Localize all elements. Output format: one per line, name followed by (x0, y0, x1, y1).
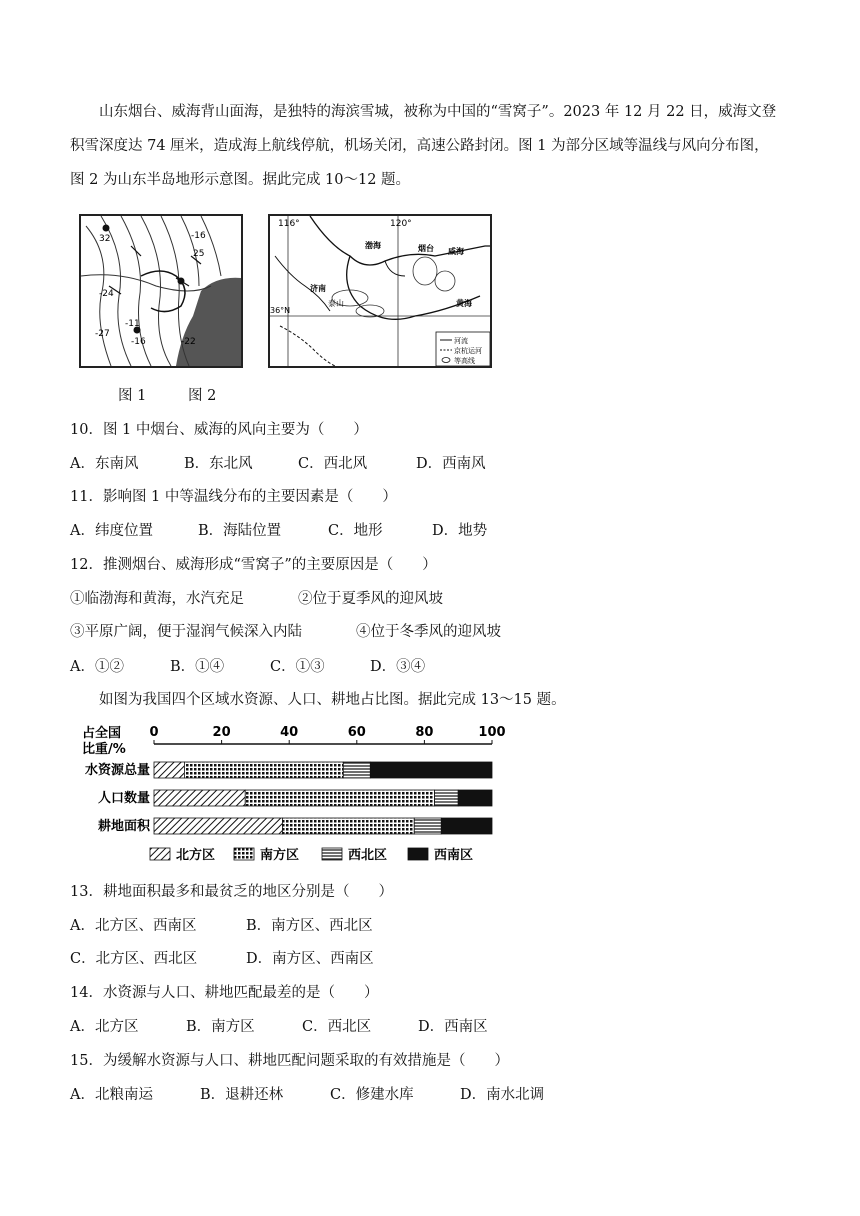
chart-legend-label: 西南区 (434, 848, 474, 863)
q13-option-b[interactable]: B．南方区、西北区 (246, 918, 373, 934)
intro-line-3: 图 2 为山东半岛地形示意图。据此完成 10～12 题。 (70, 172, 411, 188)
q14-option-d[interactable]: D．西南区 (418, 1019, 488, 1035)
chart-bar-segment (154, 762, 184, 778)
q12-statement-4: ④位于冬季风的迎风坡 (356, 624, 501, 640)
isotherm-map-svg (81, 216, 241, 366)
fig2-lon-116: 116° (278, 219, 300, 229)
q13-option-a[interactable]: A．北方区、西南区 (70, 918, 197, 934)
q12-statement-3: ③平原广阔，便于湿润气候深入内陆 (70, 624, 302, 640)
chart-bar-segment (154, 790, 245, 806)
chart-axis-title-line2: 比重/% (82, 742, 126, 757)
question-12-statements-row-1 (70, 587, 443, 608)
chart-bar-segment (435, 790, 459, 806)
fig1-label-4: -11 (125, 319, 140, 329)
fig1-label-6: -27 (95, 329, 110, 339)
q11-option-d[interactable]: D．地势 (432, 523, 488, 539)
chart-bar-segment (414, 818, 441, 834)
fig1-label-2: 25 (193, 249, 205, 259)
fig1-label-5: -16 (131, 337, 146, 347)
q12-option-b[interactable]: B．①④ (170, 659, 225, 675)
figure-2-caption: 图 2 (188, 388, 217, 404)
figure-2-terrain-map (268, 214, 492, 368)
chart-legend-label: 北方区 (176, 848, 216, 863)
fig2-lat-36: 36°N (270, 306, 291, 315)
chart-tick-label: 60 (347, 725, 366, 740)
chart-legend-swatch (322, 848, 342, 860)
question-11-options (70, 519, 487, 540)
q12-option-a[interactable]: A．①② (70, 659, 124, 675)
q12-option-c[interactable]: C．①③ (270, 659, 325, 675)
chart-legend-label: 西北区 (348, 848, 388, 863)
q10-option-c[interactable]: C．西北风 (298, 456, 368, 472)
q14-option-c[interactable]: C．西北区 (302, 1019, 372, 1035)
terrain-map-svg (270, 216, 490, 366)
fig2-huanghai: 黄海 (456, 299, 472, 308)
chart-bar-segment (282, 818, 414, 834)
chart-category-label: 耕地面积 (97, 819, 150, 834)
q14-option-b[interactable]: B．南方区 (186, 1019, 255, 1035)
fig2-jinan: 济南 (310, 284, 326, 293)
question-14-stem: 14．水资源与人口、耕地匹配最差的是（ ） (70, 985, 379, 1001)
question-12-options (70, 655, 425, 676)
fig1-label-1: -16 (191, 231, 206, 241)
chart-axis-title-line1: 占全国 (82, 726, 122, 741)
fig2-legend-river: 河流 (454, 337, 468, 345)
q13-option-d[interactable]: D．南方区、西南区 (246, 951, 374, 967)
question-15-stem: 15．为缓解水资源与人口、耕地匹配问题采取的有效措施是（ ） (70, 1053, 509, 1069)
q12-statement-1: ①临渤海和黄海，水汽充足 (70, 591, 244, 607)
chart-tick-label: 40 (280, 725, 299, 740)
fig1-label-7: -22 (181, 337, 196, 347)
q15-option-d[interactable]: D．南水北调 (460, 1087, 545, 1103)
intro-line-1: 山东烟台、威海背山面海，是独特的海滨雪城，被称为中国的“雪窝子”。2023 年 12 月 22 日，威海文登 (99, 104, 777, 120)
q15-option-c[interactable]: C．修建水库 (330, 1087, 414, 1103)
resource-share-chart (74, 720, 514, 870)
q10-option-a[interactable]: A．东南风 (70, 456, 139, 472)
fig2-yantai: 烟台 (418, 244, 434, 253)
question-12-statements-row-2 (70, 620, 501, 641)
chart-bar-segment (245, 790, 434, 806)
fig2-weihai: 威海 (448, 247, 464, 256)
q10-option-d[interactable]: D．西南风 (416, 456, 486, 472)
chart-bar-segment (441, 818, 492, 834)
question-13-stem: 13．耕地面积最多和最贫乏的地区分别是（ ） (70, 884, 393, 900)
intro-2: 如图为我国四个区域水资源、人口、耕地占比图。据此完成 13～15 题。 (99, 692, 566, 708)
chart-bar-segment (370, 762, 492, 778)
chart-x-axis (149, 725, 505, 744)
chart-bar-segment (343, 762, 370, 778)
fig2-legend-contour: 等高线 (454, 357, 475, 365)
chart-bar-segment (154, 818, 282, 834)
fig2-taishan: 泰山 (328, 299, 344, 308)
chart-bar-segment (458, 790, 492, 806)
q15-option-a[interactable]: A．北粮南运 (70, 1087, 153, 1103)
chart-category-label: 人口数量 (97, 791, 150, 806)
chart-legend-swatch (234, 848, 254, 860)
chart-legend (150, 847, 473, 863)
q11-option-a[interactable]: A．纬度位置 (70, 523, 153, 539)
question-10-options (70, 452, 486, 473)
q14-option-a[interactable]: A．北方区 (70, 1019, 139, 1035)
question-15-options (70, 1083, 544, 1104)
question-12-stem: 12．推测烟台、威海形成“雪窝子”的主要原因是（ ） (70, 557, 437, 573)
q12-statement-2: ②位于夏季风的迎风坡 (298, 591, 443, 607)
question-13-options-row-2 (70, 947, 374, 968)
resource-share-chart-svg (74, 720, 514, 870)
chart-legend-swatch (408, 848, 428, 860)
fig1-label-3: -24 (99, 289, 114, 299)
chart-legend-swatch (150, 848, 170, 860)
q11-option-b[interactable]: B．海陆位置 (198, 523, 282, 539)
chart-tick-label: 20 (212, 725, 231, 740)
chart-tick-label: 100 (478, 725, 506, 740)
chart-tick-label: 80 (415, 725, 434, 740)
figure-1-caption: 图 1 (118, 388, 147, 404)
q12-option-d[interactable]: D．③④ (370, 659, 426, 675)
question-10-stem: 10．图 1 中烟台、威海的风向主要为（ ） (70, 422, 368, 438)
q11-option-c[interactable]: C．地形 (328, 523, 383, 539)
chart-category-label: 水资源总量 (84, 763, 150, 778)
fig2-bohai: 渤海 (365, 241, 381, 250)
question-14-options (70, 1015, 488, 1036)
fig2-lon-120: 120° (390, 219, 412, 229)
intro-line-2: 积雪深度达 74 厘米，造成海上航线停航，机场关闭，高速公路封闭。图 1 为部分区域等温线与风向分布图， (70, 138, 769, 154)
q13-option-c[interactable]: C．北方区、西北区 (70, 951, 198, 967)
question-11-stem: 11．影响图 1 中等温线分布的主要因素是（ ） (70, 489, 397, 505)
chart-bars (85, 762, 492, 834)
q10-option-b[interactable]: B．东北风 (184, 456, 253, 472)
chart-legend-label: 南方区 (260, 848, 300, 863)
question-13-options-row-1 (70, 914, 373, 935)
chart-tick-label: 0 (149, 725, 159, 740)
fig2-legend-canal: 京杭运河 (454, 347, 482, 355)
fig1-label-0: 32 (99, 234, 111, 244)
q15-option-b[interactable]: B．退耕还林 (200, 1087, 284, 1103)
figure-1-isotherm-map (79, 214, 243, 368)
chart-bar-segment (184, 762, 343, 778)
